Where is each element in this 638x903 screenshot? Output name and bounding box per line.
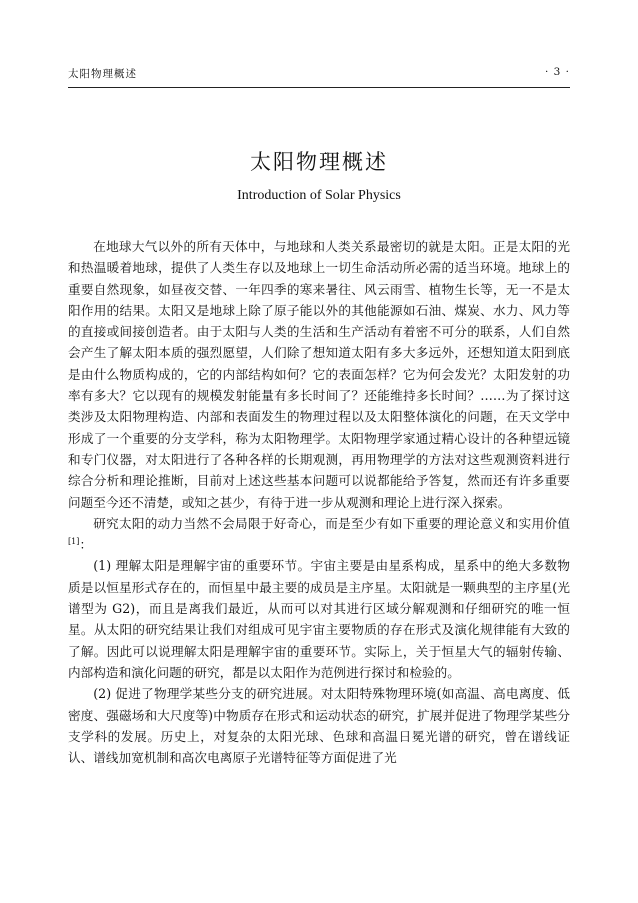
paragraph-motivation-end: ： [79, 537, 93, 553]
paragraph-motivation [68, 513, 570, 556]
running-header [68, 66, 570, 86]
paragraph-point-2: (2) 促进了物理学某些分支的研究进展。对太阳特殊物理环境(如高温、高电离度、低密度、强磁场和大尺度等)中物质存在形式和运动状态的研究，扩展并促进了物理学某些分支学科的发展。历史上，对复杂的太阳光球、色球和高温日冕光谱的研究，曾在谱线证认、谱线加宽机制和高次电离原子光谱特征等方面促进了光 [68, 686, 570, 766]
page-number: · 3 · [544, 66, 570, 78]
paragraph-intro: 在地球大气以外的所有天体中，与地球和人类关系最密切的就是太阳。正是太阳的光和热温暖着地球，提供了人类生存以及地球上一切生命活动所必需的适当环境。地球上的重要自然现象，如昼夜交替、一年四季的寒来暑往、风云雨雪、植物生长等，无一不是太阳作用的结果。太阳又是地球上除了原子能以外的其他能源如石油、煤炭、水力、风力等的直接或间接创造者。由于太阳与人类的生活和生产活动有着密不可分的联系，人们自然会产生了解太阳本质的强烈愿望，人们除了想知道太阳有多大多远外，还想知道太阳到底是由什么物质构成的，它的内部结构如何？它的表面怎样？它为何会发光？太阳发射的功率有多大？它以现有的规模发射能量有多长时间了？还能维持多长时间？……为了探讨这类涉及太阳物理构造、内部和表面发生的物理过程以及太阳整体演化的问题，在天文学中形成了一个重要的分支学科，称为太阳物理学。太阳物理学家通过精心设计的各种望远镜和专门仪器，对太阳进行了各种各样的长期观测，再用物理学的方法对这些观测资料进行综合分析和理论推断，目前对上述这些基本问题可以说都能给予答复，然而还有许多重要问题至今还不清楚，或知之甚少，有待于进一步从观测和理论上进行深入探索。 [68, 239, 570, 510]
chapter-title-en: Introduction of Solar Physics [237, 188, 401, 203]
citation-ref: [1] [68, 536, 80, 546]
paragraph-point-1: (1) 理解太阳是理解宇宙的重要环节。宇宙主要是由星系构成，星系中的绝大多数物质是以恒星形式存在的，而恒星中最主要的成员是主序星。太阳就是一颗典型的主序星(光谱型为 G2)，而且是离我们最近，从而可以对其进行区域分解观测和仔细研究的唯一恒星。从太阳的研究结果让我们对组成可见宇宙主要物质的存在形式及演化规律能有大致的了解。因此可以说理解太阳是理解宇宙的重要环节。实际上，关于恒星大气的辐射传输、内部构造和演化问题的研究，都是以太阳作为范例进行探讨和检验的。 [68, 558, 570, 680]
running-header-title: 太阳物理概述 [68, 68, 137, 80]
paragraph-motivation-text: 研究太阳的动力当然不会局限于好奇心，而是至少有如下重要的理论意义和实用价值 [93, 515, 570, 531]
header-rule [68, 87, 570, 88]
body-text [68, 236, 570, 768]
chapter-title-cn: 太阳物理概述 [250, 150, 388, 174]
